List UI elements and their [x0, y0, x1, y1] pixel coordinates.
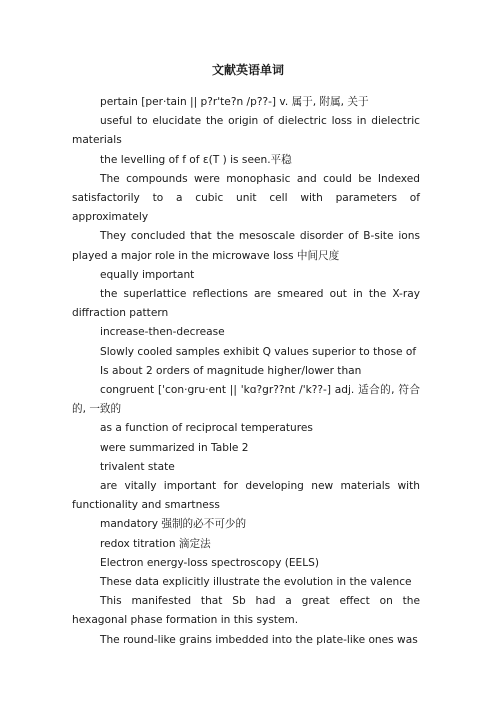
vocab-entry: Slowly cooled samples exhibit Q values superior to those of [100, 345, 417, 358]
vocab-entry: useful to elucidate the origin of dielectric loss in dielectric materials [72, 115, 420, 147]
vocabulary-list [72, 93, 420, 650]
vocab-entry: Is about 2 orders of magnitude higher/lower than [100, 364, 362, 377]
vocab-entry: The round-like grains imbedded into the plate-like ones was [100, 633, 418, 646]
vocab-entry: mandatory 强制的必不可少的 [100, 518, 247, 531]
vocab-entry: Electron energy-loss spectroscopy (EELS) [100, 556, 320, 569]
vocab-entry: are vitally important for developing new materials with functionality and smartness [72, 480, 420, 512]
vocab-entry: increase-then-decrease [100, 326, 225, 339]
vocab-entry: The compounds were monophasic and could be Indexed satisfactorily to a cubic unit cell with parameters of approximately [72, 172, 420, 224]
vocab-entry: as a function of reciprocal temperatures [100, 422, 313, 435]
vocab-entry: pertain [per·tain || p?r'te?n /p??-] v. 属于, 附属, 关于 [100, 96, 369, 108]
vocab-entry: These data explicitly illustrate the evolution in the valence [100, 576, 412, 589]
vocab-entry: trivalent state [100, 460, 175, 473]
vocab-entry: equally important [100, 268, 195, 281]
vocab-entry: the levelling of f of ε(T ) is seen.平稳 [100, 153, 292, 166]
vocab-entry: the superlattice reflections are smeared out in the X-ray diffraction pattern [72, 288, 420, 320]
vocab-entry: They concluded that the mesoscale disorder of B-site ions played a major role in the microwave loss 中间尺度 [72, 230, 420, 262]
page-title: 文献英语单词 [211, 63, 284, 77]
vocab-entry: This manifested that Sb had a great effect on the hexagonal phase formation in this system. [72, 595, 420, 627]
vocab-entry: were summarized in Table 2 [100, 441, 249, 454]
vocab-entry: congruent ['con·gru·ent || 'kɑ?gr??nt /'k??-] adj. 适合的, 符合的, 一致的 [72, 384, 420, 416]
vocab-entry: redox titration 滴定法 [100, 537, 211, 550]
